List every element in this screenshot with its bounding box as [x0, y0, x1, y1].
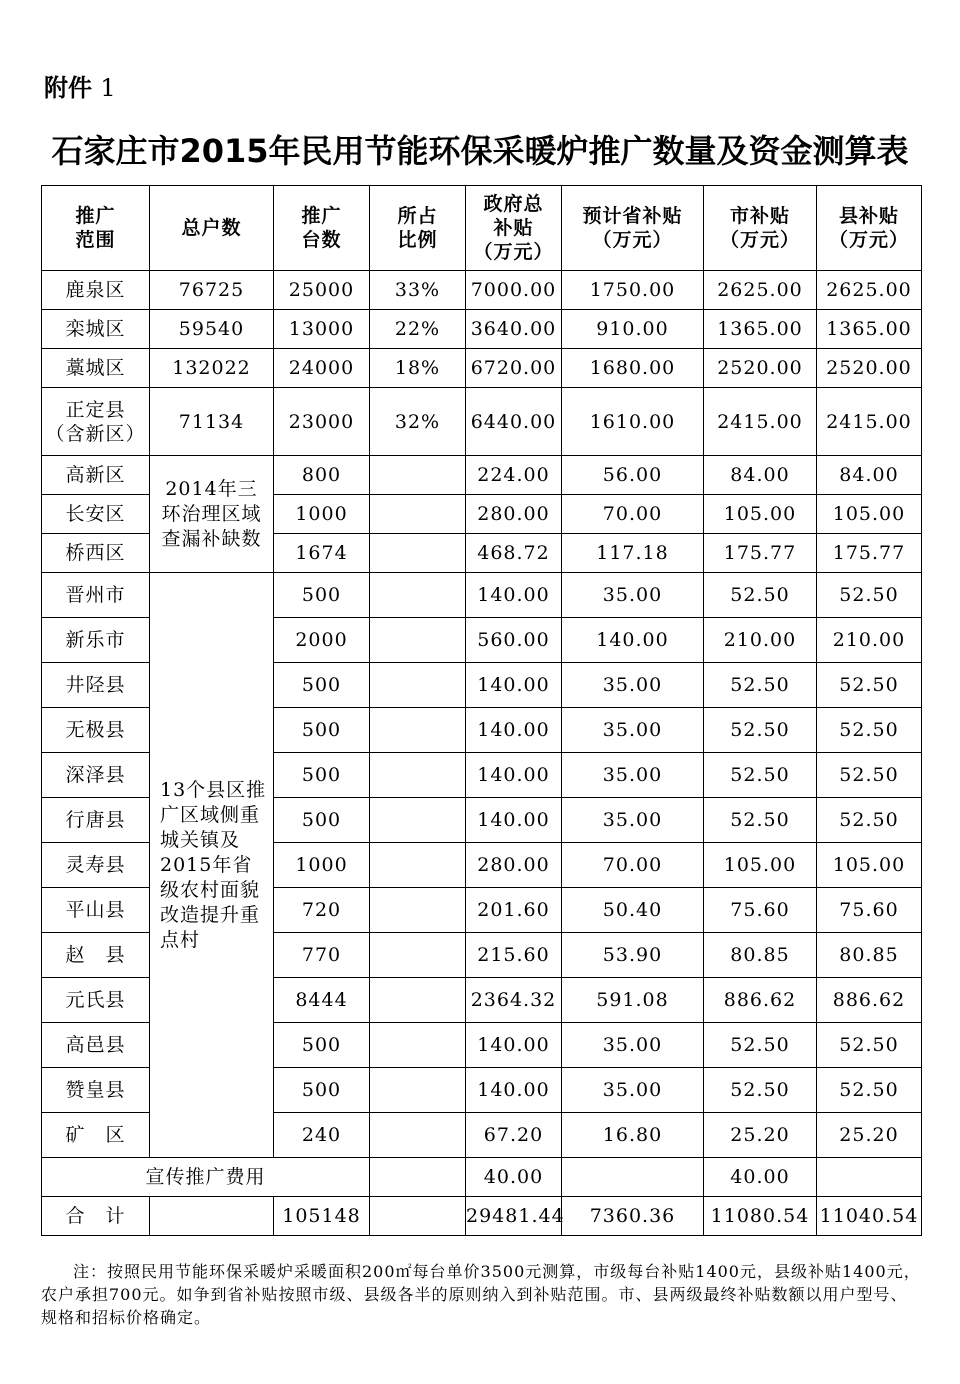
- group-label-cell: 2014年三环治理区域查漏补缺数: [150, 456, 274, 573]
- header-row: [42, 186, 922, 271]
- region-cell: 井陉县: [42, 663, 150, 708]
- table-cell: 52.50: [704, 708, 817, 753]
- table-cell: 75.60: [817, 888, 922, 933]
- table-cell: 500: [274, 1023, 370, 1068]
- table-cell: 2520.00: [817, 349, 922, 388]
- table-cell: 560.00: [466, 618, 562, 663]
- table-cell: [370, 1113, 466, 1158]
- region-cell: 元氏县: [42, 978, 150, 1023]
- table-cell: [370, 663, 466, 708]
- table-row: [42, 573, 922, 618]
- table-cell: 32%: [370, 388, 466, 456]
- table-cell: 25000: [274, 271, 370, 310]
- region-cell: 行唐县: [42, 798, 150, 843]
- table-cell: 140.00: [466, 753, 562, 798]
- region-cell: 平山县: [42, 888, 150, 933]
- table-cell: 770: [274, 933, 370, 978]
- table-cell: 2520.00: [704, 349, 817, 388]
- table-cell: 25.20: [817, 1113, 922, 1158]
- region-cell: 赞皇县: [42, 1068, 150, 1113]
- region-cell: 无极县: [42, 708, 150, 753]
- table-cell: 2625.00: [817, 271, 922, 310]
- region-cell: 长安区: [42, 495, 150, 534]
- table-cell: 140.00: [466, 1023, 562, 1068]
- table-cell: 56.00: [562, 456, 704, 495]
- table-cell: 224.00: [466, 456, 562, 495]
- table-cell: 52.50: [817, 753, 922, 798]
- table-cell: 140.00: [562, 618, 704, 663]
- table-cell: 53.90: [562, 933, 704, 978]
- table-cell: 栾城区: [42, 310, 150, 349]
- table-cell: [370, 933, 466, 978]
- table-cell: 800: [274, 456, 370, 495]
- table-cell: 35.00: [562, 573, 704, 618]
- table-cell: 140.00: [466, 663, 562, 708]
- table-cell: 正定县 （含新区）: [42, 388, 150, 456]
- table-cell: 7000.00: [466, 271, 562, 310]
- table-cell: 2415.00: [817, 388, 922, 456]
- table-cell: 40.00: [704, 1158, 817, 1197]
- table-cell: 105.00: [817, 495, 922, 534]
- table-cell: 52.50: [704, 1068, 817, 1113]
- table-cell: 591.08: [562, 978, 704, 1023]
- table-cell: 52.50: [704, 798, 817, 843]
- table-cell: 52.50: [817, 573, 922, 618]
- table-cell: 1610.00: [562, 388, 704, 456]
- table-cell: 52.50: [817, 1068, 922, 1113]
- table-cell: 52.50: [704, 753, 817, 798]
- table-cell: 210.00: [704, 618, 817, 663]
- table-cell: 52.50: [817, 1023, 922, 1068]
- column-header: 总户数: [150, 186, 274, 271]
- table-cell: 500: [274, 753, 370, 798]
- table-cell: 25.20: [704, 1113, 817, 1158]
- table-cell: [817, 1158, 922, 1197]
- table-cell: 52.50: [704, 1023, 817, 1068]
- table-cell: 70.00: [562, 843, 704, 888]
- table-cell: 132022: [150, 349, 274, 388]
- table-cell: 藁城区: [42, 349, 150, 388]
- table-cell: 35.00: [562, 1023, 704, 1068]
- region-cell: 赵 县: [42, 933, 150, 978]
- table-cell: 16.80: [562, 1113, 704, 1158]
- table-cell: 1680.00: [562, 349, 704, 388]
- table-cell: [370, 888, 466, 933]
- table-cell: 52.50: [817, 798, 922, 843]
- table-cell: 2625.00: [704, 271, 817, 310]
- table-cell: [562, 1158, 704, 1197]
- table-row: [42, 456, 922, 495]
- table-cell: 500: [274, 708, 370, 753]
- table-cell: [370, 1158, 466, 1197]
- table-row: [42, 388, 922, 456]
- table-cell: 240: [274, 1113, 370, 1158]
- table-cell: [370, 753, 466, 798]
- table-cell: 40.00: [466, 1158, 562, 1197]
- table-cell: 280.00: [466, 843, 562, 888]
- table-cell: 52.50: [704, 573, 817, 618]
- table-cell: 70.00: [562, 495, 704, 534]
- table-cell: 22%: [370, 310, 466, 349]
- table-cell: 886.62: [704, 978, 817, 1023]
- total-cell: 29481.44: [466, 1197, 562, 1236]
- table-cell: 52.50: [817, 708, 922, 753]
- promo-label-cell: 宣传推广费用: [42, 1158, 370, 1197]
- table-cell: 33%: [370, 271, 466, 310]
- region-cell: 高邑县: [42, 1023, 150, 1068]
- table-cell: 105.00: [704, 843, 817, 888]
- total-cell: 11080.54: [704, 1197, 817, 1236]
- table-cell: 2415.00: [704, 388, 817, 456]
- table-cell: 210.00: [817, 618, 922, 663]
- table-cell: 1000: [274, 495, 370, 534]
- region-cell: 灵寿县: [42, 843, 150, 888]
- region-cell: 桥西区: [42, 534, 150, 573]
- table-cell: 67.20: [466, 1113, 562, 1158]
- table-cell: 13000: [274, 310, 370, 349]
- page-title: 石家庄市2015年民用节能环保采暖炉推广数量及资金测算表: [51, 132, 909, 170]
- total-cell: [370, 1197, 466, 1236]
- table-cell: 76725: [150, 271, 274, 310]
- table-cell: 140.00: [466, 798, 562, 843]
- table-cell: 201.60: [466, 888, 562, 933]
- table-cell: 175.77: [704, 534, 817, 573]
- table-cell: 80.85: [817, 933, 922, 978]
- table-cell: 2000: [274, 618, 370, 663]
- table-cell: 6720.00: [466, 349, 562, 388]
- table-cell: 1365.00: [817, 310, 922, 349]
- table-cell: 1674: [274, 534, 370, 573]
- total-cell: 11040.54: [817, 1197, 922, 1236]
- table-cell: 52.50: [817, 663, 922, 708]
- column-header: 推广 范围: [42, 186, 150, 271]
- column-header: 预计省补贴 （万元）: [562, 186, 704, 271]
- table-cell: 1365.00: [704, 310, 817, 349]
- total-cell: 7360.36: [562, 1197, 704, 1236]
- column-header: 所占 比例: [370, 186, 466, 271]
- subsidy-table: [41, 185, 922, 1236]
- table-cell: 75.60: [704, 888, 817, 933]
- table-cell: 3640.00: [466, 310, 562, 349]
- table-cell: [370, 1068, 466, 1113]
- column-header: 市补贴 （万元）: [704, 186, 817, 271]
- column-header: 推广 台数: [274, 186, 370, 271]
- region-cell: 矿 区: [42, 1113, 150, 1158]
- table-row: [42, 349, 922, 388]
- table-cell: 84.00: [704, 456, 817, 495]
- region-cell: 高新区: [42, 456, 150, 495]
- attachment-label: 附件 1: [44, 74, 116, 102]
- table-cell: 500: [274, 798, 370, 843]
- table-cell: 35.00: [562, 798, 704, 843]
- total-cell: 合 计: [42, 1197, 150, 1236]
- table-row: [42, 271, 922, 310]
- table-cell: 117.18: [562, 534, 704, 573]
- footnote: 注：按照民用节能环保采暖炉采暖面积200㎡每台单价3500元测算，市级每台补贴1400元，县级补贴1400元，农户承担700元。如争到省补贴按照市级、县级各半的原则纳入到补贴范围。市、县两级最终补贴数额以用户型号、规格和招标价格确定。: [41, 1262, 921, 1327]
- table-cell: 886.62: [817, 978, 922, 1023]
- table-cell: 2364.32: [466, 978, 562, 1023]
- total-cell: [150, 1197, 274, 1236]
- region-cell: 新乐市: [42, 618, 150, 663]
- table-cell: 6440.00: [466, 388, 562, 456]
- table-cell: 500: [274, 663, 370, 708]
- table-cell: [370, 573, 466, 618]
- table-cell: [370, 618, 466, 663]
- table-cell: [370, 798, 466, 843]
- group-label-cell: 13个县区推广区域侧重城关镇及2015年省级农村面貌改造提升重点村: [150, 573, 274, 1158]
- table-cell: [370, 843, 466, 888]
- table-cell: 80.85: [704, 933, 817, 978]
- table-cell: 500: [274, 1068, 370, 1113]
- table-cell: 140.00: [466, 1068, 562, 1113]
- table-cell: 71134: [150, 388, 274, 456]
- table-cell: 105.00: [704, 495, 817, 534]
- table-cell: 35.00: [562, 1068, 704, 1113]
- table-cell: 84.00: [817, 456, 922, 495]
- table-cell: [370, 978, 466, 1023]
- table-cell: 50.40: [562, 888, 704, 933]
- table-cell: 24000: [274, 349, 370, 388]
- table-cell: 18%: [370, 349, 466, 388]
- table-row: [42, 1158, 922, 1197]
- table-cell: 910.00: [562, 310, 704, 349]
- table-cell: 280.00: [466, 495, 562, 534]
- table-cell: 8444: [274, 978, 370, 1023]
- table-cell: 1750.00: [562, 271, 704, 310]
- table-cell: [370, 534, 466, 573]
- table-cell: 1000: [274, 843, 370, 888]
- table-cell: 105.00: [817, 843, 922, 888]
- table-cell: 140.00: [466, 708, 562, 753]
- table-cell: 468.72: [466, 534, 562, 573]
- table-row: [42, 1197, 922, 1236]
- table-cell: [370, 708, 466, 753]
- table-cell: 175.77: [817, 534, 922, 573]
- table-cell: 500: [274, 573, 370, 618]
- table-cell: 35.00: [562, 708, 704, 753]
- table-cell: 35.00: [562, 663, 704, 708]
- table-cell: 35.00: [562, 753, 704, 798]
- table-cell: 鹿泉区: [42, 271, 150, 310]
- region-cell: 深泽县: [42, 753, 150, 798]
- table-cell: 23000: [274, 388, 370, 456]
- table-cell: [370, 456, 466, 495]
- table-cell: [370, 1023, 466, 1068]
- column-header: 县补贴 （万元）: [817, 186, 922, 271]
- table-row: [42, 310, 922, 349]
- region-cell: 晋州市: [42, 573, 150, 618]
- table-cell: 215.60: [466, 933, 562, 978]
- table-cell: 59540: [150, 310, 274, 349]
- column-header: 政府总 补贴 （万元）: [466, 186, 562, 271]
- table-cell: 140.00: [466, 573, 562, 618]
- table-cell: [370, 495, 466, 534]
- table-cell: 52.50: [704, 663, 817, 708]
- table-cell: 720: [274, 888, 370, 933]
- total-cell: 105148: [274, 1197, 370, 1236]
